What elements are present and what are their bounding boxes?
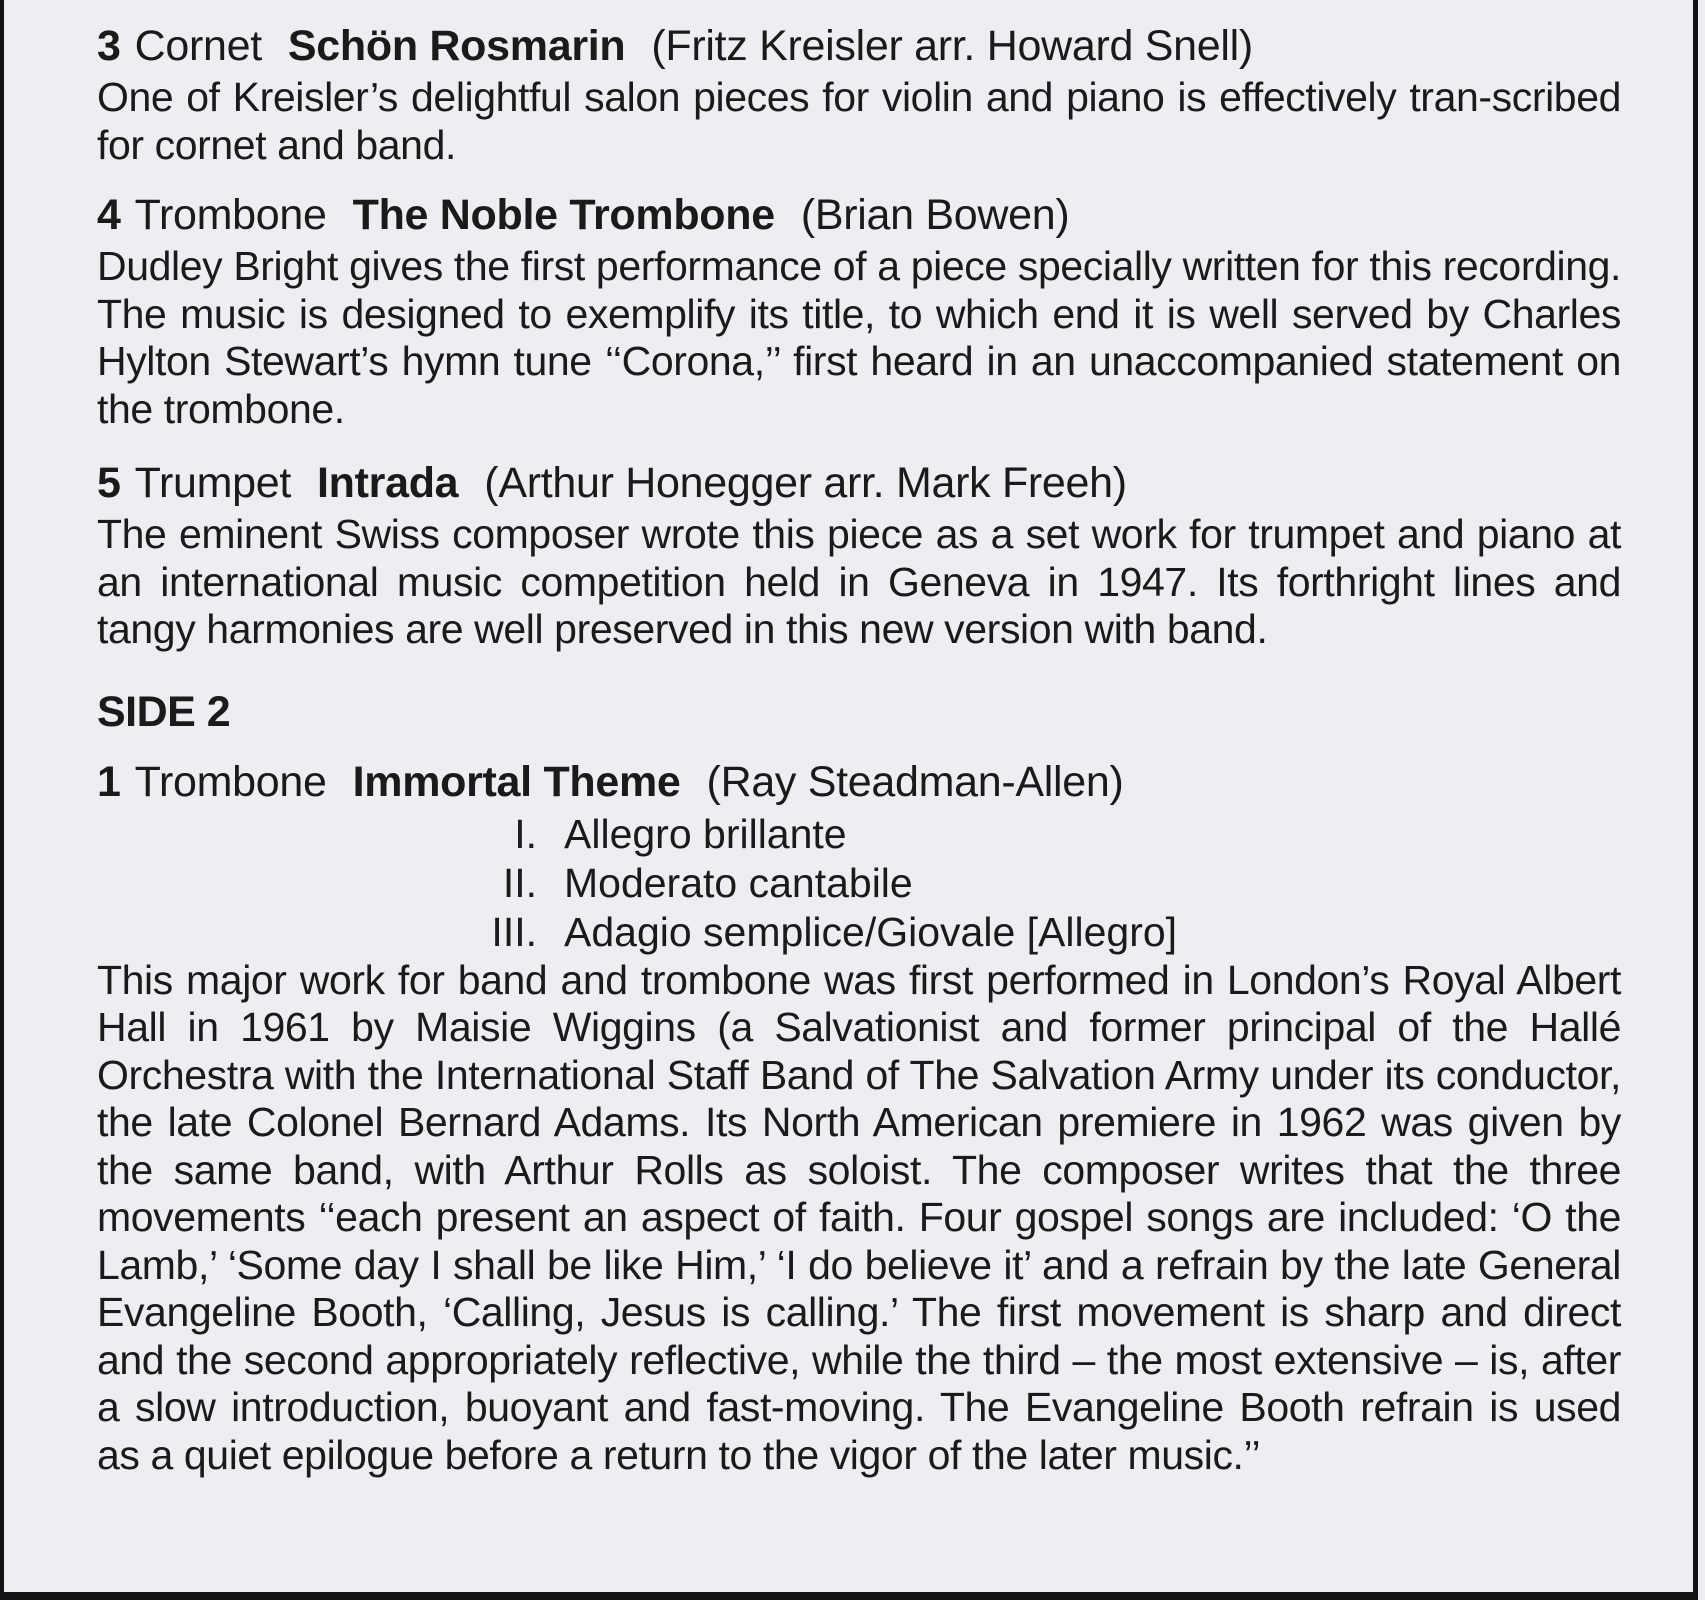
- track-credit: (Ray Steadman-Allen): [706, 757, 1124, 806]
- page-border-right: [1693, 0, 1698, 1600]
- track-heading: [97, 187, 1621, 243]
- track-entry-5: [97, 455, 1621, 654]
- track-instrument: Trumpet: [134, 459, 292, 507]
- movement-numeral: I.: [514, 810, 537, 857]
- side2-track-entry-1: [97, 754, 1621, 1480]
- movement-name: Moderato cantabile: [564, 859, 913, 906]
- movement-numeral: III.: [491, 908, 537, 955]
- track-heading: [97, 455, 1621, 511]
- track-description: Dudley Bright gives the first performance of a piece specially written for this recording. The music is designed to exemplify its title, to which end it is well served by Charles Hylton Stewart’s hymn tune ‘‘Corona,’’ first heard in an unaccompanied statement on the trombone.: [97, 243, 1621, 432]
- track-credit: (Brian Bowen): [800, 191, 1070, 239]
- page-border-left: [0, 0, 4, 1600]
- movement-list: [97, 810, 1621, 957]
- track-instrument: Trombone: [134, 191, 327, 239]
- movement-item: [97, 810, 1621, 859]
- track-entry-3: [97, 18, 1621, 169]
- notes-content: [97, 18, 1621, 1479]
- track-heading: [97, 18, 1621, 74]
- track-entry-4: [97, 187, 1621, 433]
- track-title: Intrada: [317, 459, 459, 507]
- movement-item: [97, 908, 1621, 957]
- movement-numeral: II.: [502, 859, 537, 906]
- track-description: The eminent Swiss composer wrote this piece as a set work for trumpet and piano at an international music competition held in Geneva in 1947. Its forthright lines and tangy harmonies are well preserved in this new version with band.: [97, 511, 1621, 652]
- track-number: 3: [97, 22, 121, 70]
- track-credit: (Fritz Kreisler arr. Howard Snell): [651, 22, 1253, 70]
- movement-item: [97, 859, 1621, 908]
- track-instrument: Cornet: [134, 22, 262, 70]
- track-credit: (Arthur Honegger arr. Mark Freeh): [484, 459, 1127, 507]
- track-instrument: Trombone: [134, 757, 327, 806]
- movement-name: Adagio semplice/Giovale [Allegro]: [564, 908, 1178, 955]
- track-title: The Noble Trombone: [352, 191, 775, 239]
- track-title: Schön Rosmarin: [287, 22, 626, 70]
- track-description: One of Kreisler’s delightful salon pieces for violin and piano is effectively tran-scribed for cornet and band.: [97, 74, 1621, 168]
- track-title: Immortal Theme: [352, 757, 681, 806]
- track-number: 1: [97, 757, 121, 806]
- side-heading: SIDE 2: [97, 687, 231, 736]
- track-description: This major work for band and trombone was first performed in London’s Royal Albert Hall in 1961 by Maisie Wiggins (a Salvationist and former principal of the Hallé Orchestra with the International Staff Band of The Salvation Army under its conductor, the late Colonel Bernard Adams. Its North American premiere in 1962 was given by the same band, with Arthur Rolls as soloist. The composer writes that the three movements ‘‘each present an aspect of faith. Four gospel songs are included: ‘O the Lamb,’ ‘Some day I shall be like Him,’ ‘I do believe it’ and a refrain by the late General Evangeline Booth, ‘Calling, Jesus is calling.’ The first movement is sharp and direct and the second appropriately reflective, while the third – the most extensive – is, after a slow introduction, buoyant and fast-moving. The Evangeline Booth refrain is used as a quiet epilogue before a return to the vigor of the later music.’’: [97, 956, 1621, 1478]
- track-number: 5: [97, 459, 121, 507]
- track-number: 4: [97, 191, 121, 239]
- movement-name: Allegro brillante: [564, 810, 847, 857]
- track-heading: [97, 754, 1621, 810]
- page-border-bottom: [0, 1592, 1698, 1600]
